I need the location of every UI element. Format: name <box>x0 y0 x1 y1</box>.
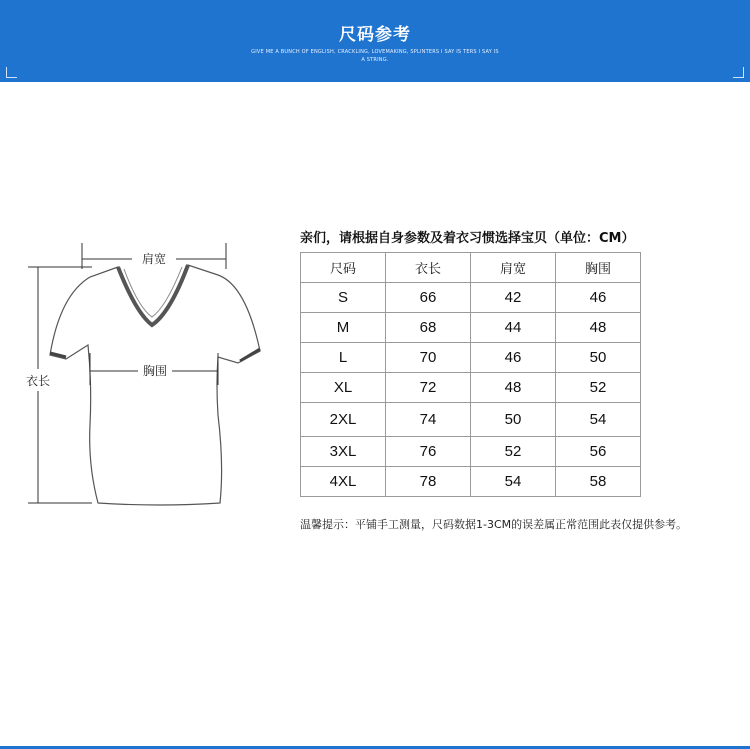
header-chest: 胸围 <box>556 253 641 283</box>
corner-decoration-left <box>6 67 17 78</box>
shoulder-cell: 44 <box>471 313 556 343</box>
length-cell: 68 <box>386 313 471 343</box>
header-banner <box>0 0 750 82</box>
table-row <box>301 313 641 343</box>
header-size: 尺码 <box>301 253 386 283</box>
table-row <box>301 467 641 497</box>
table-row <box>301 373 641 403</box>
shoulder-cell: 48 <box>471 373 556 403</box>
size-cell: L <box>301 343 386 373</box>
shoulder-cell: 42 <box>471 283 556 313</box>
table-row <box>301 283 641 313</box>
banner-subtitle: GIVE ME A BUNCH OF ENGLISH, CRACKLING, LOVEMAKING, SPLINTERS I SAY IS TERS I SAY IS A STRING. <box>251 49 499 63</box>
table-row <box>301 343 641 373</box>
length-cell: 74 <box>386 403 471 437</box>
size-cell: 3XL <box>301 437 386 467</box>
banner-title: 尺码参考 <box>339 25 411 45</box>
size-table-heading: 亲们，请根据自身参数及着衣习惯选择宝贝（单位：CM） <box>300 231 635 246</box>
table-header-row <box>301 253 641 283</box>
length-cell: 76 <box>386 437 471 467</box>
size-cell: 2XL <box>301 403 386 437</box>
table-row <box>301 403 641 437</box>
table-row <box>301 437 641 467</box>
chest-cell: 46 <box>556 283 641 313</box>
shoulder-cell: 50 <box>471 403 556 437</box>
length-cell: 78 <box>386 467 471 497</box>
chest-cell: 56 <box>556 437 641 467</box>
header-length: 衣长 <box>386 253 471 283</box>
measurement-note: 温馨提示：平铺手工测量，尺码数据1-3CM的误差属正常范围此表仅提供参考。 <box>300 518 688 531</box>
size-table <box>300 252 641 497</box>
chest-label: 胸围 <box>142 364 168 378</box>
chest-cell: 48 <box>556 313 641 343</box>
shoulder-label: 肩宽 <box>141 252 167 266</box>
size-cell: 4XL <box>301 467 386 497</box>
length-cell: 70 <box>386 343 471 373</box>
shoulder-cell: 46 <box>471 343 556 373</box>
shoulder-cell: 52 <box>471 437 556 467</box>
size-cell: M <box>301 313 386 343</box>
chest-cell: 58 <box>556 467 641 497</box>
size-cell: XL <box>301 373 386 403</box>
tshirt-outline <box>50 265 260 505</box>
shoulder-cell: 54 <box>471 467 556 497</box>
chest-cell: 52 <box>556 373 641 403</box>
chest-cell: 50 <box>556 343 641 373</box>
header-shoulder: 肩宽 <box>471 253 556 283</box>
tshirt-diagram <box>20 235 270 520</box>
length-label: 衣长 <box>25 374 51 388</box>
length-cell: 66 <box>386 283 471 313</box>
length-cell: 72 <box>386 373 471 403</box>
chest-cell: 54 <box>556 403 641 437</box>
size-cell: S <box>301 283 386 313</box>
corner-decoration-right <box>733 67 744 78</box>
